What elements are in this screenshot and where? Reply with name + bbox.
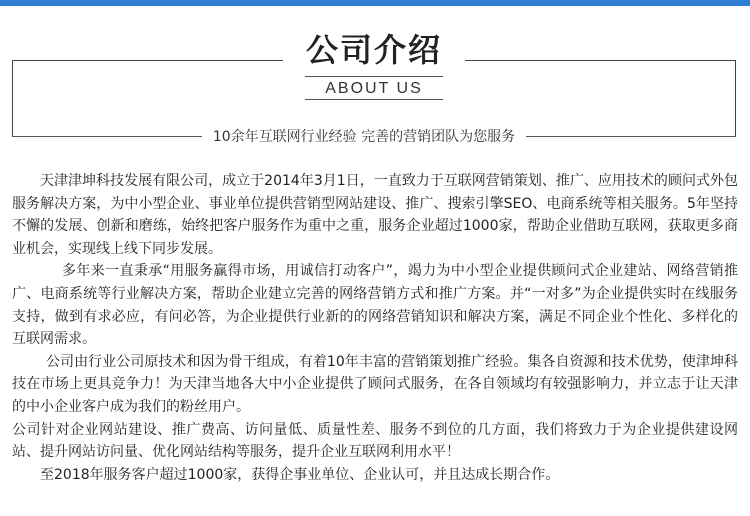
tagline-divider-right [526, 136, 736, 137]
tagline: 10余年互联网行业经验 完善的营销团队为您服务 [212, 129, 516, 145]
tagline-divider-left [12, 136, 202, 137]
paragraph-achievement: 至2018年服务客户超过1000家，获得企事业单位、企业认可，并且达成长期合作。 [40, 466, 560, 483]
top-accent-bar [0, 0, 750, 6]
company-description [12, 170, 738, 486]
paragraph-philosophy: 多年来一直秉承“用服务赢得市场，用诚信打动客户”，竭力为中小型企业提供顾问式企业建站、网络营销推广、电商系统等行业解决方案，帮助企业建立完善的网络营销方式和推广方案。并“一对多”为企业提供实时在线服务支持，做到有求必应，有问必答，为企业提供行业新的的网络营销知识和解决方案，满足不同企业个性化、多样化的互联网需求。 [12, 263, 738, 348]
paragraph-team: 公司由行业公司原技术和因为骨干组成，有着10年丰富的营销策划推广经验。集各自资源和技术优势，使津坤科技在市场上更具竞争力！为天津当地各大中小企业提供了顾问式服务，在各自领域均有较强影响力，并立志于让天津的中小企业客户成为我们的粉丝用户。 [12, 353, 738, 415]
page-subtitle: ABOUT US [305, 76, 443, 100]
paragraph-intro: 天津津坤科技发展有限公司，成立于2014年3月1日，一直致力于互联网营销策划、推广、应用技术的顾问式外包服务解决方案，为中小型企业、事业单位提供营销型网站建设、推广、搜索引擎SEO、电商系统等相关服务。5年坚持不懈的发展、创新和磨练，始终把客户服务作为重中之重，服务企业超过1000家，帮助企业借助互联网，获取更多商业机会，实现线上线下同步发展。 [12, 173, 738, 257]
tagline-row [12, 126, 736, 148]
page-title: 公司介绍 [305, 31, 442, 69]
title-block [283, 22, 465, 104]
paragraph-services: 公司针对企业网站建设、推广费高、访问量低、质量性差、服务不到位的几方面，我们将致力于为企业提供建设网站、提升网站访问量、优化网站结构等服务，提升企业互联网利用水平！ [12, 421, 738, 461]
